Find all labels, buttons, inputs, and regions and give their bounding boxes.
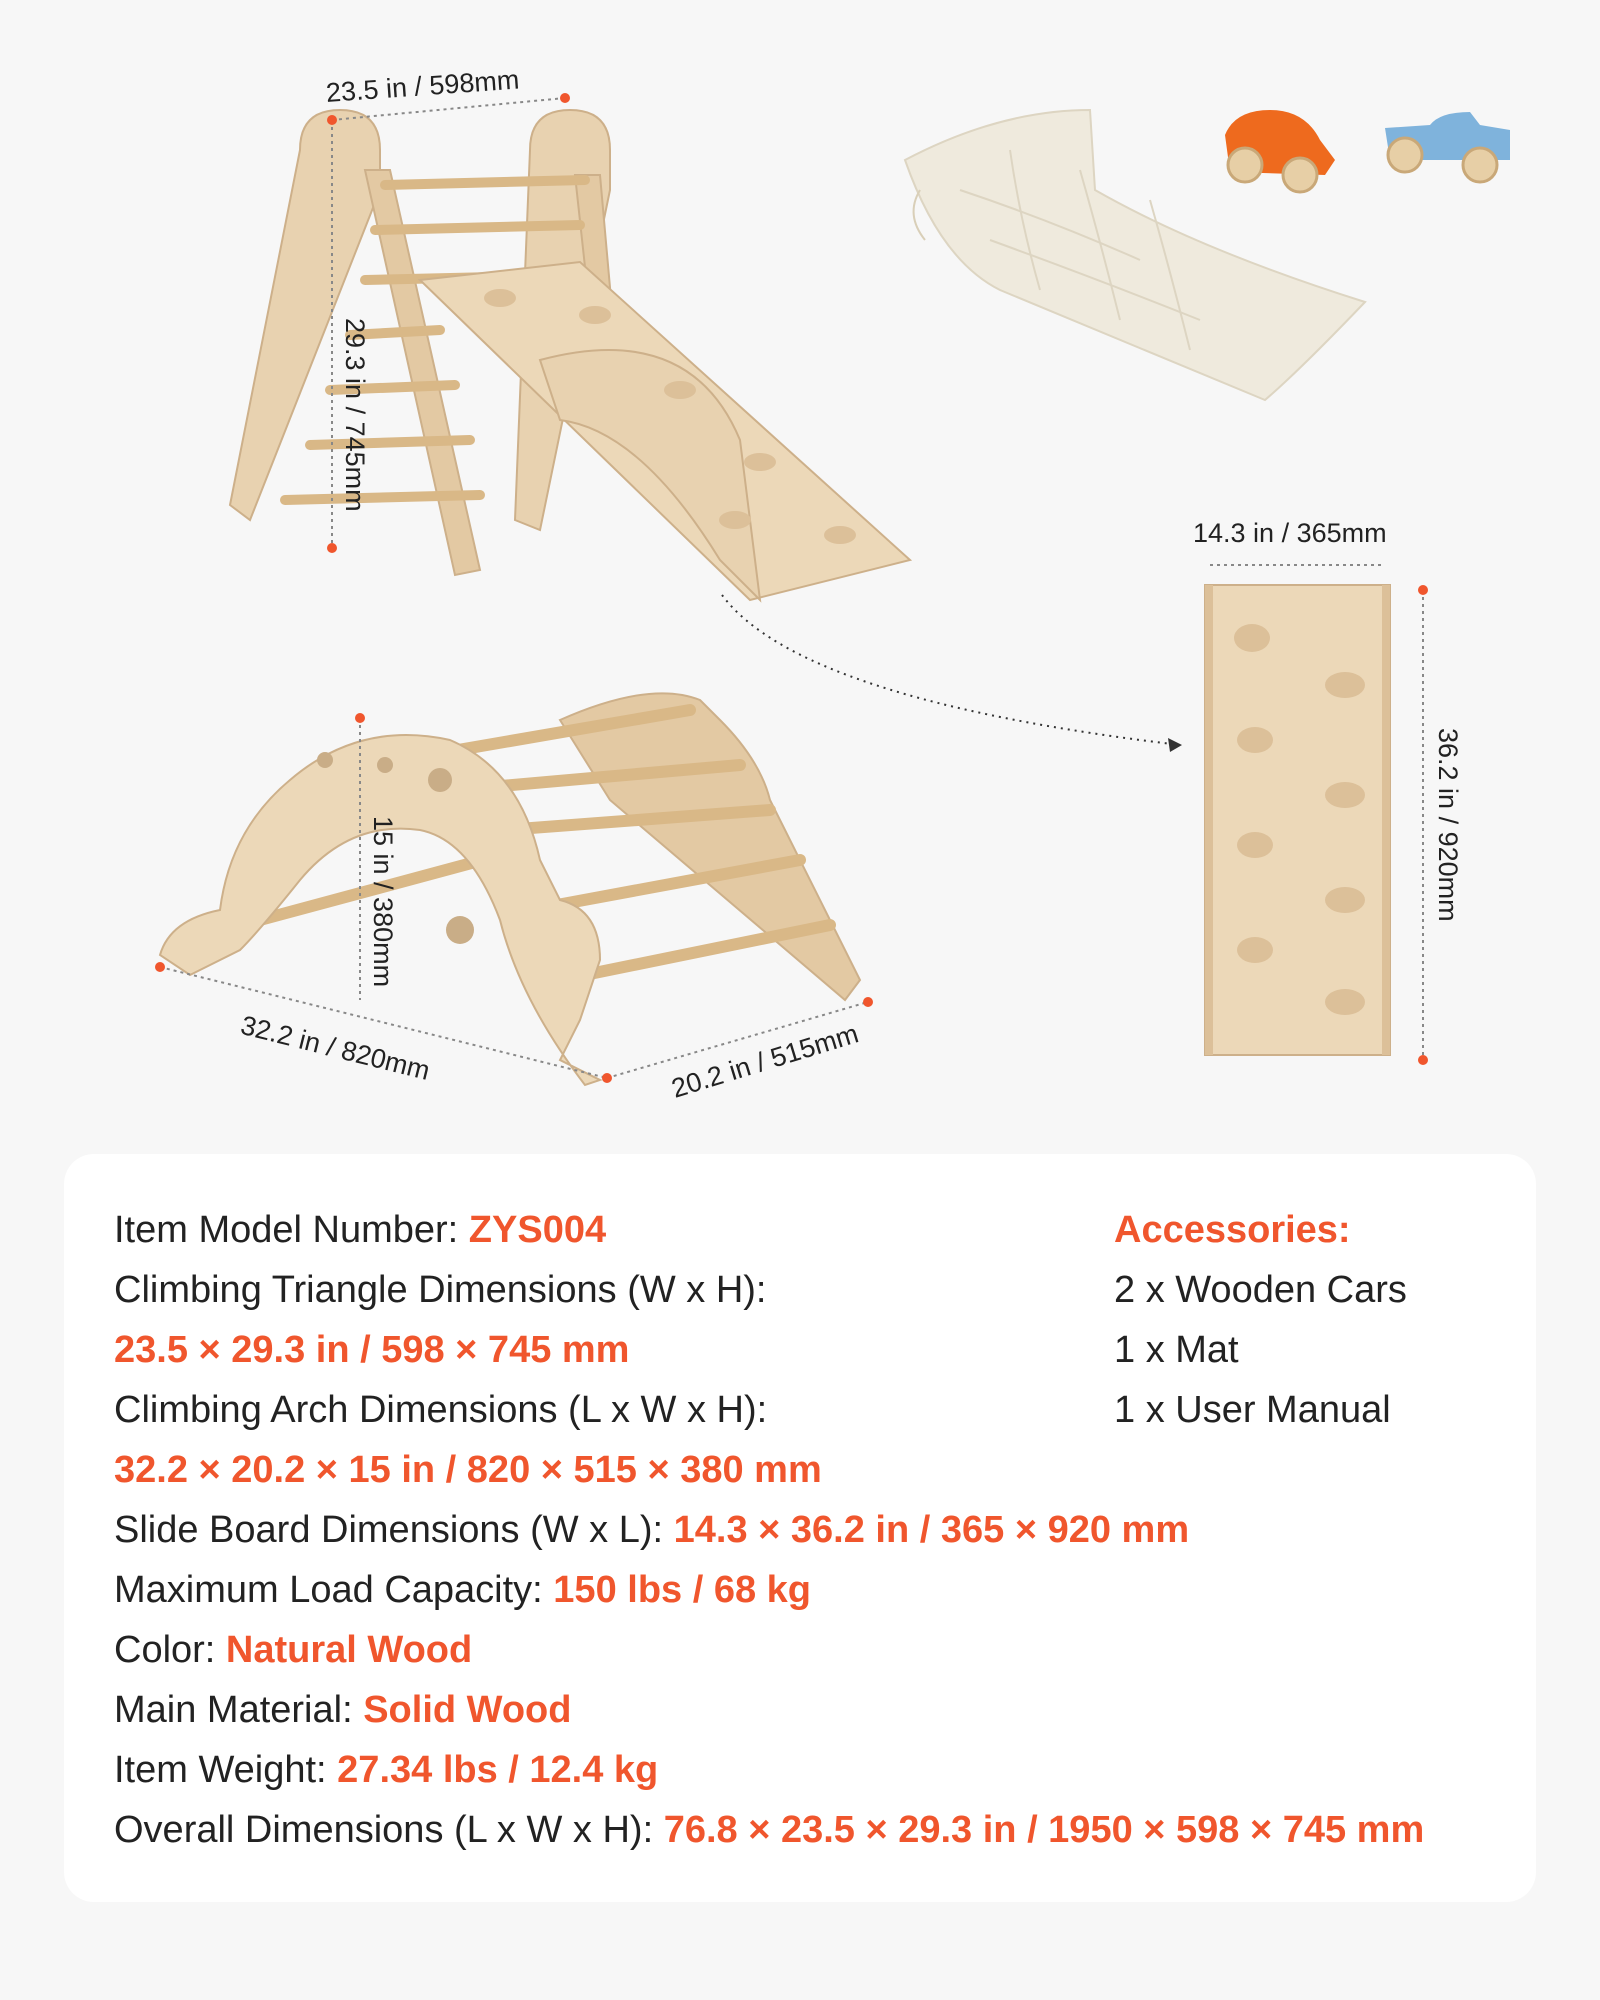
spec-color-label: Color: <box>114 1629 226 1671</box>
dim-arch-length: 32.2 in / 820mm <box>237 1010 433 1086</box>
accessories-title: Accessories: <box>1114 1209 1351 1251</box>
spec-material-value: Solid Wood <box>363 1689 572 1731</box>
dim-arch-height: 15 in / 380mm <box>368 816 398 988</box>
dim-slide-length: 36.2 in / 920mm <box>1433 728 1463 922</box>
spec-arch-value: 32.2 × 20.2 × 15 in / 820 × 515 × 380 mm <box>114 1449 822 1491</box>
spec-card <box>64 1154 1536 1902</box>
spec-model-value: ZYS004 <box>468 1209 607 1251</box>
accessories-list <box>1114 1200 1514 1440</box>
spec-weight <box>114 1740 1154 1800</box>
spec-triangle-value: 23.5 × 29.3 in / 598 × 745 mm <box>114 1329 630 1371</box>
spec-color <box>114 1620 1154 1680</box>
spec-model-label: Item Model Number: <box>114 1209 469 1251</box>
spec-slide-value: 14.3 × 36.2 in / 365 × 920 mm <box>673 1509 1190 1551</box>
wooden-car-orange-icon <box>1225 110 1335 192</box>
spec-weight-value: 27.34 lbs / 12.4 kg <box>337 1749 659 1791</box>
accessory-item: 2 x Wooden Cars <box>1114 1269 1407 1311</box>
spec-overall-label: Overall Dimensions (L x W x H): <box>114 1809 664 1851</box>
slide-board-icon <box>1205 585 1390 1055</box>
dim-triangle-width: 23.5 in / 598mm <box>325 64 521 108</box>
dim-triangle-height: 29.3 in / 745mm <box>340 318 370 512</box>
accessory-item: 1 x Mat <box>1114 1329 1239 1371</box>
accessory-item: 1 x User Manual <box>1114 1389 1391 1431</box>
spec-material-label: Main Material: <box>114 1689 364 1731</box>
spec-load-value: 150 lbs / 68 kg <box>553 1569 812 1611</box>
spec-triangle-label: Climbing Triangle Dimensions (W x H): <box>114 1269 767 1311</box>
spec-color-value: Natural Wood <box>225 1629 473 1671</box>
spec-weight-label: Item Weight: <box>114 1749 338 1791</box>
spec-load-label: Maximum Load Capacity: <box>114 1569 554 1611</box>
spec-load <box>114 1560 1154 1620</box>
spec-overall-value: 76.8 × 23.5 × 29.3 in / 1950 × 598 × 745 mm <box>663 1809 1425 1851</box>
spec-material <box>114 1680 1154 1740</box>
spec-arch-label: Climbing Arch Dimensions (L x W x H): <box>114 1389 768 1431</box>
dim-slide-width: 14.3 in / 365mm <box>1193 518 1387 548</box>
wooden-car-blue-icon <box>1385 112 1510 182</box>
spec-overall <box>114 1800 1425 1860</box>
spec-slide <box>114 1500 1190 1560</box>
spec-model <box>114 1200 1154 1260</box>
spec-slide-label: Slide Board Dimensions (W x L): <box>114 1509 674 1551</box>
dim-arch-width: 20.2 in / 515mm <box>668 1018 862 1104</box>
